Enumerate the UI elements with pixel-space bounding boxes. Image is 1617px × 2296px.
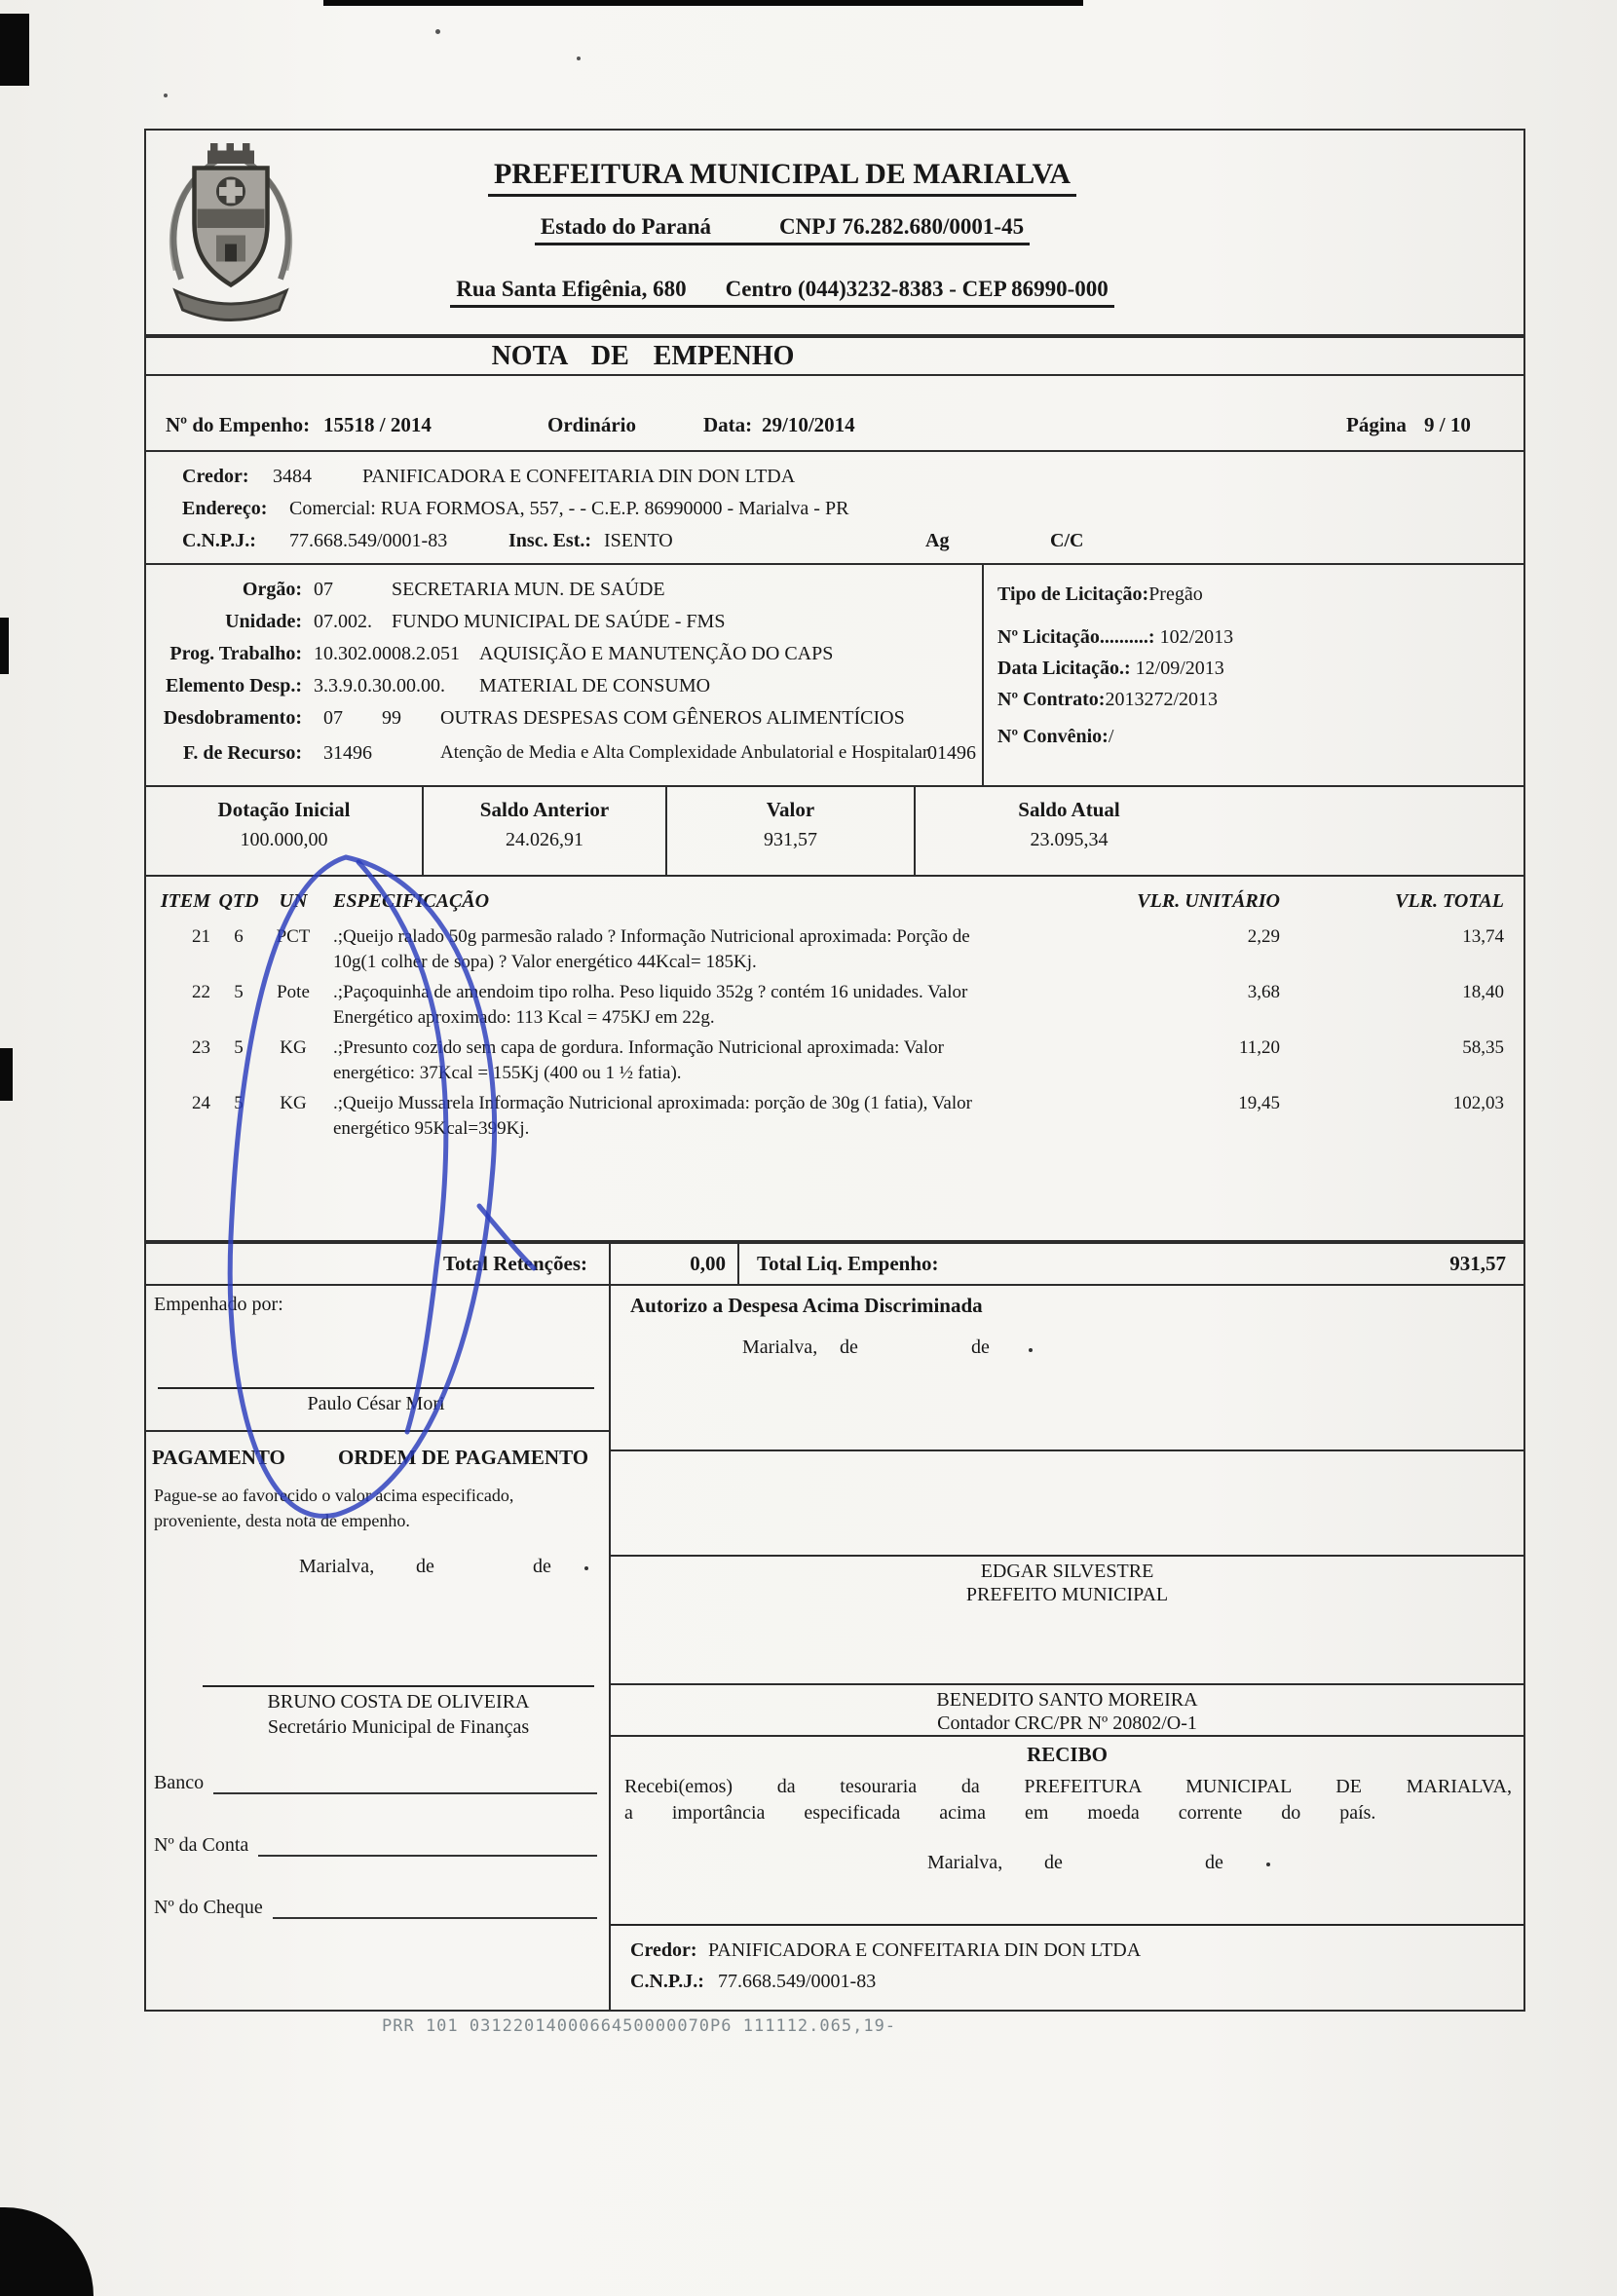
- bottom-left-column: [146, 1286, 611, 2010]
- item-qtd: 5: [234, 1093, 244, 1113]
- desdobramento-code: 07: [323, 707, 343, 729]
- valor-label: Valor: [766, 798, 815, 821]
- autorizacao-title: Autorizo a Despesa Acima Discriminada: [630, 1294, 983, 1317]
- banco-label: Banco: [154, 1771, 205, 1793]
- signature-line: [158, 1387, 594, 1389]
- item-un: KG: [280, 1093, 307, 1113]
- dotacao-inicial-value: 100.000,00: [240, 829, 328, 850]
- empenho-number-label: Nº do Empenho:: [166, 413, 311, 436]
- pagamento-signer-role: Secretário Municipal de Finanças: [267, 1715, 530, 1738]
- col-vlr-total: VLR. TOTAL: [1395, 890, 1504, 912]
- pagamento-signer-name: BRUNO COSTA DE OLIVEIRA: [267, 1690, 530, 1713]
- item-num: 24: [192, 1093, 210, 1113]
- saldo-anterior-col: [424, 787, 667, 875]
- org-district-phone: Centro (044)3232-8383 - CEP 86990-000: [725, 277, 1109, 301]
- autorizacao-block: [611, 1286, 1523, 1451]
- item-row: [146, 1035, 1523, 1086]
- desdobramento-label: Desdobramento:: [163, 707, 302, 729]
- fonte-recurso-code: 31496: [323, 742, 372, 764]
- recibo-de2: de: [1205, 1852, 1223, 1873]
- saldo-atual-col: [916, 787, 1222, 875]
- insc-est-label: Insc. Est.:: [508, 530, 592, 551]
- total-liquido-cell: [739, 1244, 1523, 1284]
- spacer-above-prefeito: [611, 1451, 1523, 1557]
- scan-artifact: [164, 94, 168, 97]
- contrato-label: Nº Contrato:: [997, 689, 1106, 710]
- pagamento-city: Marialva,: [299, 1555, 375, 1577]
- org-state: Estado do Paraná: [540, 214, 711, 239]
- cnpj-label: C.N.P.J.:: [182, 530, 256, 551]
- data-licitacao-label: Data Licitação.:: [997, 658, 1131, 679]
- convenio-label: Nº Convênio:: [997, 726, 1109, 747]
- header-section: [146, 131, 1523, 336]
- conta-label: Nº da Conta: [154, 1833, 249, 1856]
- credor-name: PANIFICADORA E CONFEITARIA DIN DON LTDA: [362, 466, 796, 487]
- dot-matrix-print: PRR 101 0312201400066450000070P6 111112.065,19-: [382, 2016, 897, 2036]
- orgao-desc: SECRETARIA MUN. DE SAÚDE: [392, 579, 665, 600]
- num-licitacao-label: Nº Licitação..........:: [997, 626, 1155, 648]
- org-street: Rua Santa Efigênia, 680: [456, 277, 687, 301]
- col-especificacao: ESPECIFICAÇÃO: [333, 890, 490, 912]
- spacer-above-contador: [611, 1607, 1523, 1685]
- pagamento-block: [146, 1432, 609, 2010]
- page-value: 9 / 10: [1424, 413, 1471, 436]
- col-un: UN: [279, 890, 308, 912]
- scan-artifact: [435, 29, 440, 34]
- contador-role: Contador CRC/PR Nº 20802/O-1: [937, 1713, 1197, 1734]
- autorizacao-de1: de: [840, 1336, 858, 1358]
- elemento-desp-row: [146, 675, 982, 707]
- item-vlr-unitario: 11,20: [1238, 1037, 1280, 1058]
- doc-title: NOTA DE EMPENHO: [491, 341, 795, 371]
- item-vlr-unitario: 2,29: [1247, 926, 1280, 947]
- coat-of-arms-logo: [158, 138, 304, 329]
- recibo-credor-value: PANIFICADORA E CONFEITARIA DIN DON LTDA: [708, 1939, 1142, 1961]
- scan-artifact: [577, 56, 581, 60]
- autorizacao-de2: de: [971, 1336, 990, 1358]
- item-espec: .;Queijo Mussarela Informação Nutricional aproximada: porção de 30g (1 fatia), Valor energético 95Kcal=399Kj.: [333, 1093, 972, 1139]
- item-num: 22: [192, 982, 210, 1002]
- itens-header-row: [146, 890, 1523, 913]
- item-num: 23: [192, 1037, 210, 1058]
- bottom-section: [146, 1286, 1523, 2012]
- item-vlr-total: 58,35: [1462, 1037, 1504, 1058]
- cheque-fill-line: [273, 1896, 597, 1919]
- org-address: [304, 277, 1260, 308]
- licitacao-right: [984, 565, 1523, 785]
- signature-line: [203, 1685, 594, 1687]
- prog-trabalho-row: [146, 643, 982, 675]
- contador-name: BENEDITO SANTO MOREIRA: [936, 1689, 1198, 1711]
- elemento-desp-code: 3.3.9.0.30.00.00.: [314, 675, 445, 696]
- item-espec: .;Presunto cozido sem capa de gordura. Informação Nutricional aproximada: Valor energético: 37Kcal = 155Kj (400 ou 1 ½ fatia).: [333, 1037, 944, 1083]
- scan-artifact: [323, 0, 1083, 6]
- empenho-type: Ordinário: [547, 413, 637, 436]
- unidade-row: [146, 611, 982, 643]
- item-qtd: 5: [234, 982, 244, 1002]
- pagamento-text: Pague-se ao favorecido o valor acima especificado, proveniente, desta nota de empenho.: [154, 1485, 514, 1530]
- recibo-divider-line: [611, 1924, 1523, 1926]
- col-qtd: QTD: [218, 890, 259, 912]
- contrato-row: [997, 684, 1523, 715]
- fonte-recurso-extra: 01496: [927, 742, 976, 764]
- pagamento-de1: de: [416, 1555, 434, 1577]
- elemento-desp-desc: MATERIAL DE CONSUMO: [479, 675, 711, 696]
- item-vlr-total: 102,03: [1452, 1093, 1504, 1113]
- item-vlr-unitario: 3,68: [1247, 982, 1280, 1002]
- item-row: [146, 980, 1523, 1031]
- item-espec: .;Queijo ralado 50g parmesão ralado ? Informação Nutricional aproximada: Porção de 10g(1 colher de sopa) ? Valor energético 44Kcal= 185Kj.: [333, 926, 970, 972]
- contador-signature-block: [611, 1685, 1523, 1737]
- cnpj-row: [146, 530, 1523, 562]
- item-un: PCT: [276, 926, 311, 947]
- tipo-licitacao-value: Pregão: [1148, 583, 1203, 605]
- totais-row: [146, 1242, 1523, 1286]
- header-titles: [304, 131, 1260, 334]
- fonte-recurso-desc: Atenção de Media e Alta Complexidade Anbulatorial e Hospitalar: [440, 742, 929, 763]
- conta-row: [154, 1833, 597, 1857]
- convenio-value: /: [1108, 726, 1114, 747]
- desdobramento-desc: OUTRAS DESPESAS COM GÊNEROS ALIMENTÍCIOS: [440, 707, 905, 729]
- prog-trabalho-code: 10.302.0008.2.051: [314, 643, 460, 664]
- item-row: [146, 924, 1523, 975]
- org-name: [304, 158, 1260, 197]
- saldo-atual-value: 23.095,34: [1030, 829, 1109, 850]
- contrato-value: 2013272/2013: [1105, 689, 1219, 710]
- bottom-right-column: [611, 1286, 1523, 2010]
- prefeito-signature-block: [611, 1557, 1523, 1607]
- conta-fill-line: [258, 1833, 597, 1857]
- autorizacao-city: Marialva,: [742, 1336, 818, 1358]
- orgao-label: Orgão:: [242, 579, 302, 600]
- credor-section: [146, 452, 1523, 565]
- item-espec: .;Paçoquinha de amendoim tipo rolha. Peso liquido 352g ? contém 16 unidades. Valor Energético aproximado: 113 Kcal = 475KJ em 22g.: [333, 982, 968, 1028]
- recibo-city: Marialva,: [927, 1852, 1003, 1873]
- scan-artifact: [0, 2207, 94, 2296]
- saldo-anterior-value: 24.026,91: [506, 829, 583, 850]
- dotacao-inicial-label: Dotação Inicial: [217, 798, 351, 821]
- saldos-section: [146, 787, 1523, 877]
- saldo-atual-label: Saldo Atual: [1018, 798, 1120, 821]
- cheque-label: Nº do Cheque: [154, 1896, 263, 1918]
- scan-artifact: [0, 14, 29, 86]
- insc-est-value: ISENTO: [604, 530, 673, 551]
- desdobramento-code2: 99: [382, 707, 401, 729]
- valor-col: [667, 787, 916, 875]
- empenho-date-value: 29/10/2014: [762, 413, 855, 436]
- dotacao-inicial-col: [146, 787, 424, 875]
- credor-row: [146, 466, 1523, 498]
- fonte-recurso-row: [146, 742, 982, 774]
- recibo-block: [611, 1737, 1523, 2010]
- scan-artifact: [0, 618, 9, 674]
- item-row: [146, 1091, 1523, 1142]
- item-vlr-total: 13,74: [1462, 926, 1504, 947]
- item-un: Pote: [277, 982, 310, 1002]
- orcamento-section: [146, 565, 1523, 787]
- orcamento-left: [146, 565, 984, 785]
- credor-label: Credor:: [182, 466, 249, 487]
- convenio-row: [997, 721, 1523, 752]
- endereco-value: Comercial: RUA FORMOSA, 557, - - C.E.P. 86990000 - Marialva - PR: [289, 498, 849, 519]
- info-row: [146, 376, 1523, 452]
- page-label: Página: [1346, 413, 1407, 436]
- empenho-date-label: Data:: [703, 413, 753, 436]
- doc-title-box: [146, 336, 1523, 376]
- cheque-row: [154, 1896, 597, 1919]
- unidade-label: Unidade:: [225, 611, 302, 632]
- saldo-anterior-label: Saldo Anterior: [479, 798, 610, 821]
- itens-table: [146, 877, 1523, 1242]
- num-licitacao-row: [997, 621, 1523, 653]
- cnpj-value: 77.668.549/0001-83: [289, 530, 448, 551]
- item-qtd: 5: [234, 1037, 244, 1058]
- ordem-pagamento-title: ORDEM DE PAGAMENTO: [338, 1445, 589, 1469]
- org-state-cnpj: [304, 214, 1260, 245]
- recibo-de1: de: [1044, 1852, 1063, 1873]
- conta-corrente-label: C/C: [1050, 530, 1084, 551]
- prog-trabalho-label: Prog. Trabalho:: [169, 643, 302, 664]
- unidade-desc: FUNDO MUNICIPAL DE SAÚDE - FMS: [392, 611, 726, 632]
- recibo-text: Recebi(emos) da tesouraria da PREFEITURA MUNICIPAL DE MARIALVA, a importância especificada acima em moeda corrente do país.: [624, 1776, 1512, 1824]
- empenhado-por-label: Empenhado por:: [154, 1294, 283, 1315]
- col-vlr-unitario: VLR. UNITÁRIO: [1137, 890, 1280, 912]
- pagamento-title: PAGAMENTO: [152, 1445, 285, 1469]
- orgao-code: 07: [314, 579, 333, 600]
- elemento-desp-label: Elemento Desp.:: [166, 675, 302, 696]
- item-num: 21: [192, 926, 210, 947]
- num-licitacao-value: 102/2013: [1154, 626, 1234, 648]
- data-licitacao-value: 12/09/2013: [1130, 658, 1224, 679]
- banco-fill-line: [213, 1771, 597, 1794]
- item-qtd: 6: [234, 926, 244, 947]
- empenho-number-value: 15518 / 2014: [323, 413, 432, 436]
- fonte-recurso-label: F. de Recurso:: [182, 742, 302, 764]
- endereco-label: Endereço:: [182, 498, 268, 519]
- org-cnpj: CNPJ 76.282.680/0001-45: [779, 214, 1025, 239]
- credor-code: 3484: [273, 466, 312, 487]
- recibo-cnpj-label: C.N.P.J.:: [630, 1971, 704, 1992]
- empenhado-block: [146, 1286, 609, 1432]
- empenhado-signer-name: Paulo César Mori: [307, 1393, 445, 1414]
- banco-row: [154, 1771, 597, 1794]
- pagamento-de2: de: [533, 1555, 551, 1577]
- endereco-row: [146, 498, 1523, 530]
- prog-trabalho-desc: AQUISIÇÃO E MANUTENÇÃO DO CAPS: [479, 643, 834, 664]
- unidade-code: 07.002.: [314, 611, 372, 632]
- orgao-row: [146, 579, 982, 611]
- col-item: ITEM: [160, 890, 210, 912]
- valor-value: 931,57: [764, 829, 817, 850]
- prefeito-name: EDGAR SILVESTRE: [980, 1561, 1154, 1582]
- item-vlr-unitario: 19,45: [1238, 1093, 1280, 1113]
- tipo-licitacao-label: Tipo de Licitação:: [997, 583, 1149, 605]
- scan-artifact: [0, 1048, 13, 1101]
- tipo-licitacao-row: [997, 579, 1523, 610]
- org-name-text: PREFEITURA MUNICIPAL DE MARIALVA: [488, 158, 1076, 197]
- recibo-title: RECIBO: [1027, 1743, 1108, 1766]
- nota-de-empenho-form: [144, 129, 1525, 2012]
- total-retencoes-label: Total Retenções:: [146, 1244, 611, 1284]
- item-un: KG: [280, 1037, 307, 1058]
- agencia-label: Ag: [925, 530, 950, 551]
- total-liquido-value: 931,57: [1449, 1252, 1506, 1275]
- recibo-cnpj-value: 77.668.549/0001-83: [718, 1971, 877, 1992]
- desdobramento-row: [146, 707, 982, 739]
- recibo-credor-label: Credor:: [630, 1939, 697, 1961]
- total-retencoes-value: 0,00: [611, 1244, 739, 1284]
- item-vlr-total: 18,40: [1462, 982, 1504, 1002]
- prefeito-role: PREFEITO MUNICIPAL: [965, 1584, 1169, 1605]
- total-liquido-label: Total Liq. Empenho:: [757, 1252, 939, 1275]
- data-licitacao-row: [997, 653, 1523, 684]
